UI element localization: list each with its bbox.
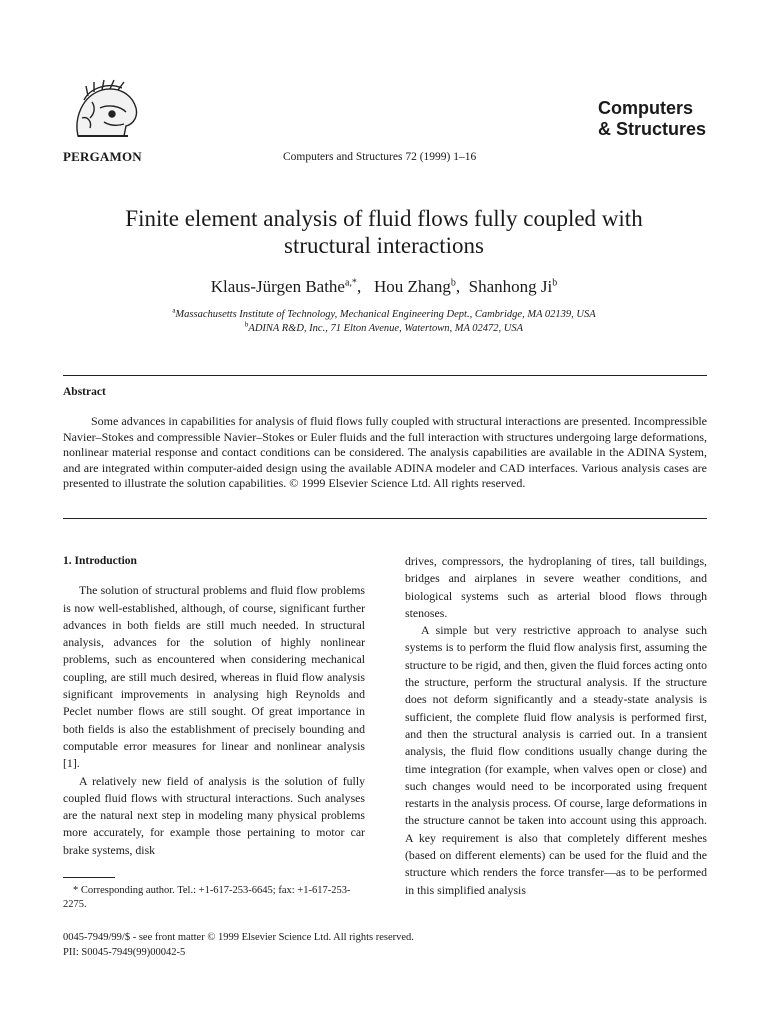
front-matter	[63, 930, 414, 960]
author-mark: b	[450, 277, 456, 289]
journal-brand	[598, 98, 706, 140]
publisher-name: PERGAMON	[63, 149, 142, 164]
left-column	[63, 553, 365, 859]
affiliation-mark: a	[172, 306, 176, 315]
body-paragraph: The solution of structural problems and fluid flow problems is now well-established, although, of course, significant further advances in both fields are still much needed. In structural analysis, advances for the solution of highly nonlinear problems, such as encountered when considering mechanical coupling, are still much desired, whereas in fluid flow analysis significant improvements in analysing high Reynolds and Peclet number flows are still sought. Of great importance in both fields is also the establishment of precisely bounding and computable error measures for linear and nonlinear analysis [1].	[63, 583, 365, 771]
corresponding-author-footnote: * Corresponding author. Tel.: +1-617-253-6645; fax: +1-617-253-2275.	[63, 885, 351, 910]
paper-title	[60, 205, 708, 259]
pii-line: PII: S0045-7949(99)00042-5	[63, 947, 186, 958]
body-paragraph: drives, compressors, the hydroplaning of tires, tall buildings, bridges and airplanes in severe weather conditions, and biological systems such as arterial blood flows through stenoses.	[405, 554, 707, 620]
author-list: Klaus-Jürgen Bathe$^{a,*}$, Hou Zhang$^b$, Shanhong Ji$^b$	[210, 277, 558, 296]
abstract-top-rule	[63, 375, 707, 376]
affiliations	[60, 308, 708, 336]
affiliation-text: Massachusetts Institute of Technology, Mechanical Engineering Dept., Cambridge, MA 02139, USA	[175, 309, 596, 320]
footnote-rule	[63, 877, 115, 878]
author-name: Hou Zhang	[373, 277, 451, 296]
abstract-bottom-rule	[63, 518, 707, 519]
abstract-heading: Abstract	[63, 386, 106, 398]
journal-brand-line2: & Structures	[597, 119, 706, 139]
body-paragraph: A relatively new field of analysis is the solution of fully coupled fluid flows with structural interactions. Such analyses are the natural next step in modeling many physical problems more accurately, for example those pertaining to motor car brake systems, disk	[63, 773, 365, 857]
pergamon-helmet-logo-icon	[64, 78, 146, 146]
journal-reference: Computers and Structures 72 (1999) 1–16	[283, 151, 477, 163]
affiliation-mark: b	[244, 320, 249, 329]
author-mark: a,*	[344, 277, 357, 289]
affiliation	[60, 308, 708, 322]
author-name: Shanhong Ji	[468, 277, 553, 296]
affiliation	[60, 322, 708, 336]
author-mark: b	[552, 277, 558, 289]
paper-title-line2: structural interactions	[284, 233, 484, 258]
right-column	[405, 553, 707, 899]
body-paragraph: A simple but very restrictive approach to analyse such systems is to perform the fluid flow analysis first, assuming the structure to be rigid, and then, given the fluid forces acting onto the structure, perform the structural analysis. If the structure does not deform significantly and a steady-state analysis is sufficient, the complete fluid flow analysis is performed first, and then the structural analysis is carried out. In a transient analysis, the fluid flow conditions usually change during the time integration (for example, when valves open or close) and such changes would need to be incorporated using frequent restarts in the analysis process. Of course, large deformations in the structure cannot be taken into account using this approach. A key requirement is also that completely different meshes (based on different elements) can be used for the fluid and the structure which renders the force transfer—as to be performed in this simplified analysis	[405, 623, 707, 897]
copyright-line: 0045-7949/99/$ - see front matter © 1999 Elsevier Science Ltd. All rights reserved.	[63, 932, 414, 943]
paper-title-line1: Finite element analysis of fluid flows fully coupled with	[125, 206, 643, 231]
author-name: Klaus-Jürgen Bathe	[210, 277, 345, 296]
abstract-text: Some advances in capabilities for analysis of fluid flows fully coupled with structural interactions are presented. Incompressible Navier–Stokes and compressible Navier–Stokes or Euler fluids and the full interaction with structures undergoing large deformations, nonlinear material response and contact conditions can be considered. The analysis capabilities are available in the ADINA System, and are integrated within computer-aided design using the available ADINA modeler and CAD interfaces. Various analysis cases are presented to illustrate the solution capabilities. © 1999 Elsevier Science Ltd. All rights reserved.	[63, 414, 707, 491]
section-heading: 1. Introduction	[63, 555, 137, 567]
journal-brand-line1: Computers	[597, 98, 693, 118]
affiliation-text: ADINA R&D, Inc., 71 Elton Avenue, Watertown, MA 02472, USA	[248, 323, 524, 334]
